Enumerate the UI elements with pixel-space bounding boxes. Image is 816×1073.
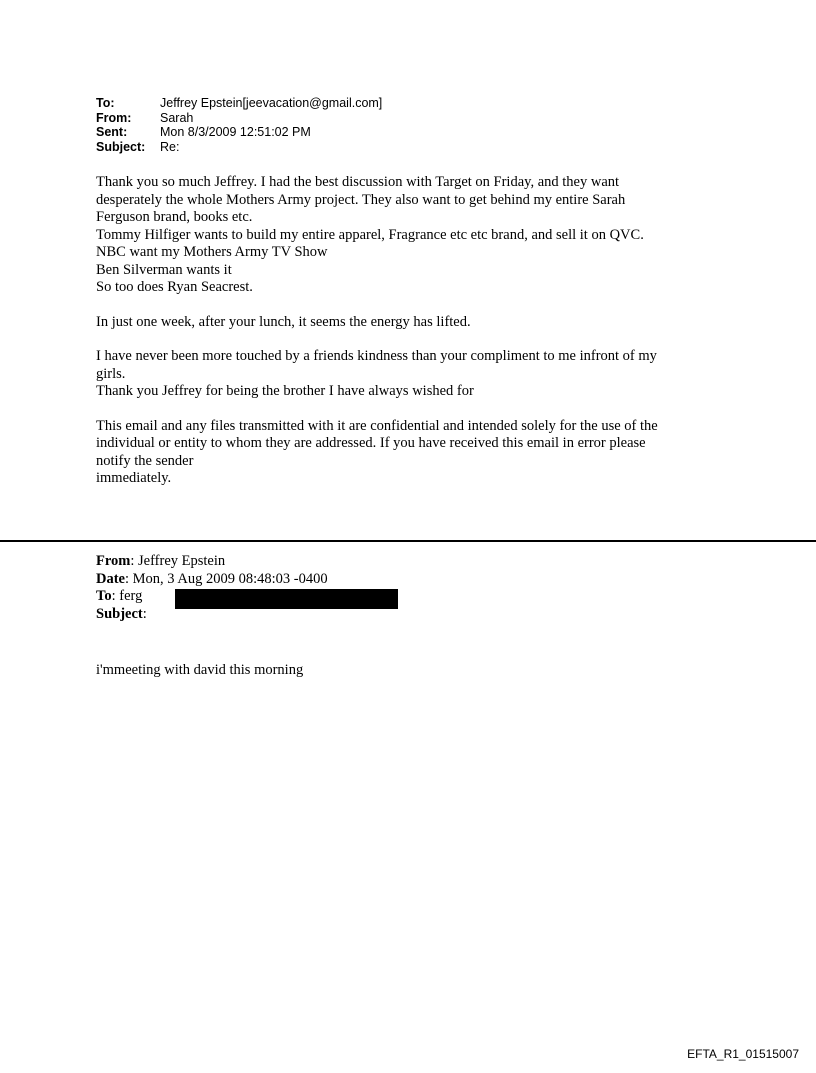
quoted-from-row: [96, 553, 328, 571]
sent-label: Sent:: [96, 125, 128, 139]
disclaimer-line: individual or entity to whom they are addressed. If you have received this email in error please: [96, 435, 646, 451]
quoted-message: i'mmeeting with david this morning: [96, 662, 304, 678]
to-row: [96, 96, 382, 111]
sent-row: [96, 125, 382, 140]
quoted-from-label: From: [96, 553, 131, 569]
divider-line: [0, 540, 816, 542]
quoted-subject-value: :: [142, 605, 147, 622]
quoted-date-row: [96, 571, 328, 589]
body-line: desperately the whole Mothers Army project. They also want to get behind my entire Sarah: [96, 191, 626, 208]
to-value: Jeffrey Epstein[jeevacation@gmail.com]: [160, 96, 383, 110]
body-line: In just one week, after your lunch, it seems the energy has lifted.: [96, 313, 471, 330]
body-line: I have never been more touched by a friends kindness than your compliment to me infront of my: [96, 348, 657, 364]
body-line: Tommy Hilfiger wants to build my entire apparel, Fragrance etc etc brand, and sell it on QVC.: [96, 226, 644, 243]
disclaimer-line: This email and any files transmitted with it are confidential and intended solely for the use of the: [96, 417, 658, 434]
email-body: [96, 174, 736, 488]
disclaimer-line: notify the sender: [96, 452, 194, 469]
quoted-subject-label: Subject: [96, 605, 143, 622]
body-line: Ben Silverman wants it: [96, 261, 232, 278]
body-line: Ferguson brand, books etc.: [96, 209, 253, 225]
subject-value: Re:: [160, 139, 180, 154]
email-header: [96, 96, 382, 154]
quoted-header: [96, 553, 328, 623]
bates-number: EFTA_R1_01515007: [687, 1047, 799, 1061]
body-line: Thank you so much Jeffrey. I had the best discussion with Target on Friday, and they want: [96, 174, 620, 190]
body-line: NBC want my Mothers Army TV Show: [96, 244, 328, 260]
quoted-to-label: To: [96, 588, 112, 604]
quoted-date-value: : Mon, 3 Aug 2009 08:48:03 -0400: [125, 570, 328, 587]
subject-row: [96, 140, 382, 155]
from-label: From:: [96, 110, 132, 125]
subject-label: Subject:: [96, 139, 146, 154]
disclaimer-line: immediately.: [96, 470, 172, 486]
body-line: Thank you Jeffrey for being the brother I have always wished for: [96, 383, 474, 399]
quoted-date-label: Date: [96, 570, 125, 587]
from-value: Sarah: [160, 110, 194, 125]
from-row: [96, 111, 382, 126]
redaction-box: [175, 589, 398, 609]
quoted-from-value: : Jeffrey Epstein: [130, 553, 226, 569]
body-line: So too does Ryan Seacrest.: [96, 279, 253, 295]
sent-value: Mon 8/3/2009 12:51:02 PM: [160, 125, 311, 139]
to-label: To:: [96, 96, 115, 110]
body-line: girls.: [96, 365, 126, 382]
quoted-to-value: : ferg: [111, 588, 143, 604]
